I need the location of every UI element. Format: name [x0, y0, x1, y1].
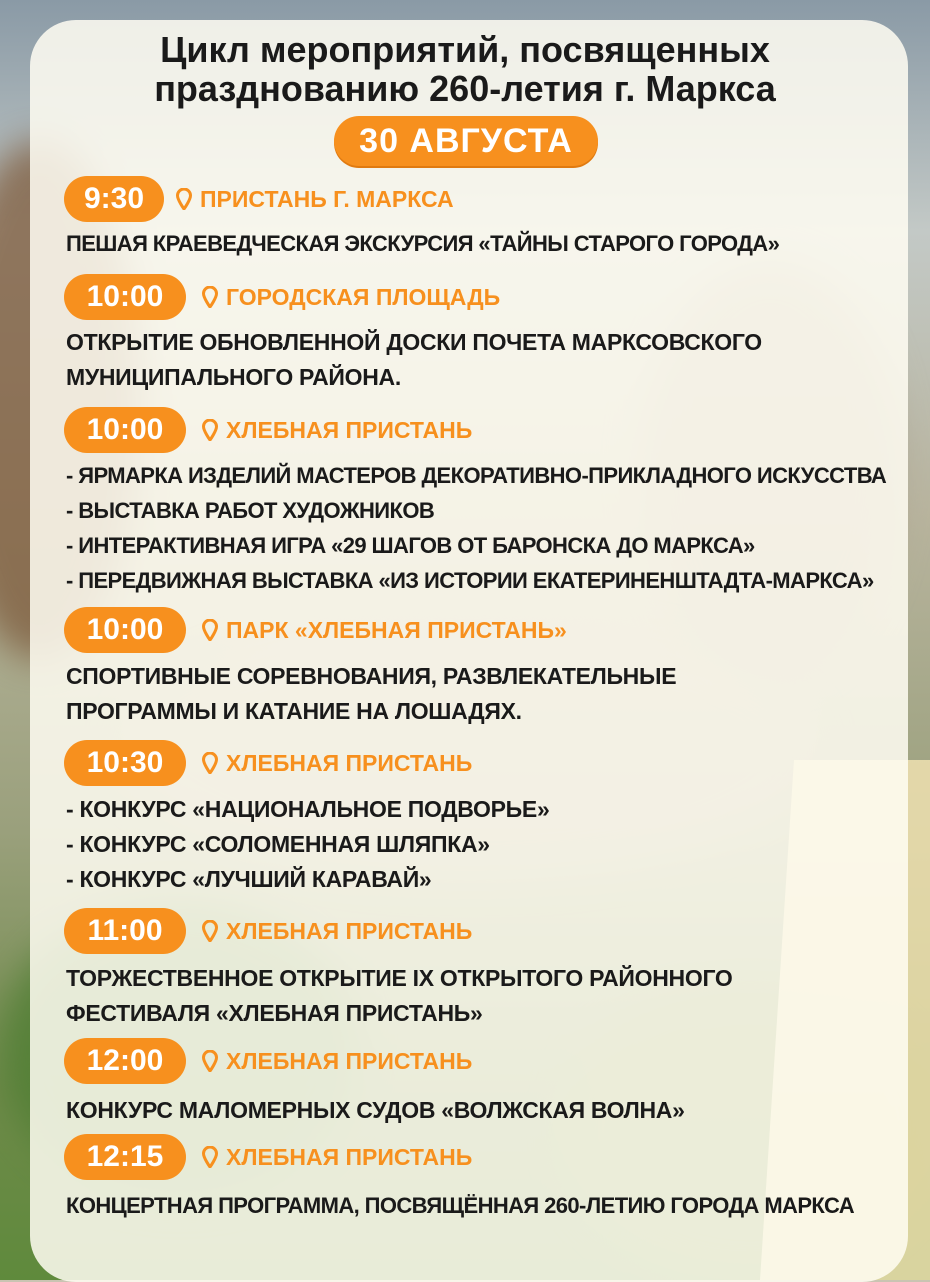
- event-location-label: ГОРОДСКАЯ ПЛОЩАДЬ: [226, 283, 501, 310]
- description-line: - ИНТЕРАКТИВНАЯ ИГРА «29 ШАГОВ ОТ БАРОНСКА ДО МАРКСА»: [66, 533, 755, 558]
- description-line: - ПЕРЕДВИЖНАЯ ВЫСТАВКА «ИЗ ИСТОРИИ ЕКАТЕРИНЕНШТАДТА-МАРКСА»: [66, 568, 874, 593]
- event-description: [66, 659, 906, 729]
- description-line: ФЕСТИВАЛЯ «ХЛЕБНАЯ ПРИСТАНЬ»: [66, 1000, 483, 1026]
- description-line: ОТКРЫТИЕ ОБНОВЛЕННОЙ ДОСКИ ПОЧЕТА МАРКСОВСКОГО: [66, 329, 762, 355]
- event-description: [66, 458, 906, 598]
- event-location: [202, 407, 472, 453]
- map-pin-icon: [202, 920, 218, 942]
- event-location: [202, 274, 500, 320]
- event-location: [202, 908, 472, 954]
- event-time: 12:15: [64, 1134, 186, 1180]
- event-location-label: ХЛЕБНАЯ ПРИСТАНЬ: [226, 749, 473, 776]
- event-location: [176, 176, 454, 222]
- map-pin-icon: [202, 1050, 218, 1072]
- description-line: КОНКУРС МАЛОМЕРНЫХ СУДОВ «ВОЛЖСКАЯ ВОЛНА»: [66, 1097, 685, 1123]
- event-location-label: ХЛЕБНАЯ ПРИСТАНЬ: [226, 1143, 473, 1170]
- description-line: КОНЦЕРТНАЯ ПРОГРАММА, ПОСВЯЩЁННАЯ 260-ЛЕТИЮ ГОРОДА МАРКСА: [66, 1193, 854, 1218]
- event-time: 12:00: [64, 1038, 186, 1084]
- description-line: ПРОГРАММЫ И КАТАНИЕ НА ЛОШАДЯХ.: [66, 698, 522, 724]
- description-line: ПЕШАЯ КРАЕВЕДЧЕСКАЯ ЭКСКУРСИЯ «ТАЙНЫ СТАРОГО ГОРОДА»: [66, 231, 780, 256]
- description-line: - ЯРМАРКА ИЗДЕЛИЙ МАСТЕРОВ ДЕКОРАТИВНО-ПРИКЛАДНОГО ИСКУССТВА: [66, 463, 887, 488]
- event-description: [66, 325, 906, 395]
- event-time: 11:00: [64, 908, 186, 954]
- event-description: [66, 1188, 906, 1223]
- description-line: СПОРТИВНЫЕ СОРЕВНОВАНИЯ, РАЗВЛЕКАТЕЛЬНЫЕ: [66, 663, 677, 689]
- event-time: 9:30: [64, 176, 164, 222]
- event-time: 10:00: [64, 407, 186, 453]
- description-line: - КОНКУРС «НАЦИОНАЛЬНОЕ ПОДВОРЬЕ»: [66, 796, 550, 822]
- event-location: [202, 740, 472, 786]
- event-description: [66, 792, 906, 897]
- event-location-label: ХЛЕБНАЯ ПРИСТАНЬ: [226, 416, 473, 443]
- event-location-label: ПРИСТАНЬ Г. МАРКСА: [200, 185, 454, 212]
- map-pin-icon: [202, 752, 218, 774]
- event-location-label: ХЛЕБНАЯ ПРИСТАНЬ: [226, 1047, 473, 1074]
- date-badge: 30 АВГУСТА: [334, 116, 598, 166]
- event-description: [66, 961, 906, 1031]
- event-time: 10:00: [64, 607, 186, 653]
- map-pin-icon: [202, 1146, 218, 1168]
- event-location: [202, 607, 567, 653]
- event-time: 10:30: [64, 740, 186, 786]
- event-location-label: ХЛЕБНАЯ ПРИСТАНЬ: [226, 917, 473, 944]
- description-line: ТОРЖЕСТВЕННОЕ ОТКРЫТИЕ IX ОТКРЫТОГО РАЙОННОГО: [66, 965, 733, 991]
- event-description: [66, 226, 906, 261]
- title-line-1: Цикл мероприятий, посвященных: [160, 29, 770, 70]
- map-pin-icon: [202, 619, 218, 641]
- description-line: - ВЫСТАВКА РАБОТ ХУДОЖНИКОВ: [66, 498, 435, 523]
- map-pin-icon: [176, 188, 192, 210]
- description-line: МУНИЦИПАЛЬНОГО РАЙОНА.: [66, 364, 401, 390]
- event-location-label: ПАРК «ХЛЕБНАЯ ПРИСТАНЬ»: [226, 616, 567, 643]
- map-pin-icon: [202, 286, 218, 308]
- event-location: [202, 1038, 472, 1084]
- title-line-2: празднованию 260-летия г. Маркса: [154, 68, 776, 109]
- event-location: [202, 1134, 472, 1180]
- event-time: 10:00: [64, 274, 186, 320]
- description-line: - КОНКУРС «ЛУЧШИЙ КАРАВАЙ»: [66, 866, 432, 892]
- description-line: - КОНКУРС «СОЛОМЕННАЯ ШЛЯПКА»: [66, 831, 490, 857]
- event-description: [66, 1093, 906, 1128]
- page-title: [0, 30, 930, 108]
- map-pin-icon: [202, 419, 218, 441]
